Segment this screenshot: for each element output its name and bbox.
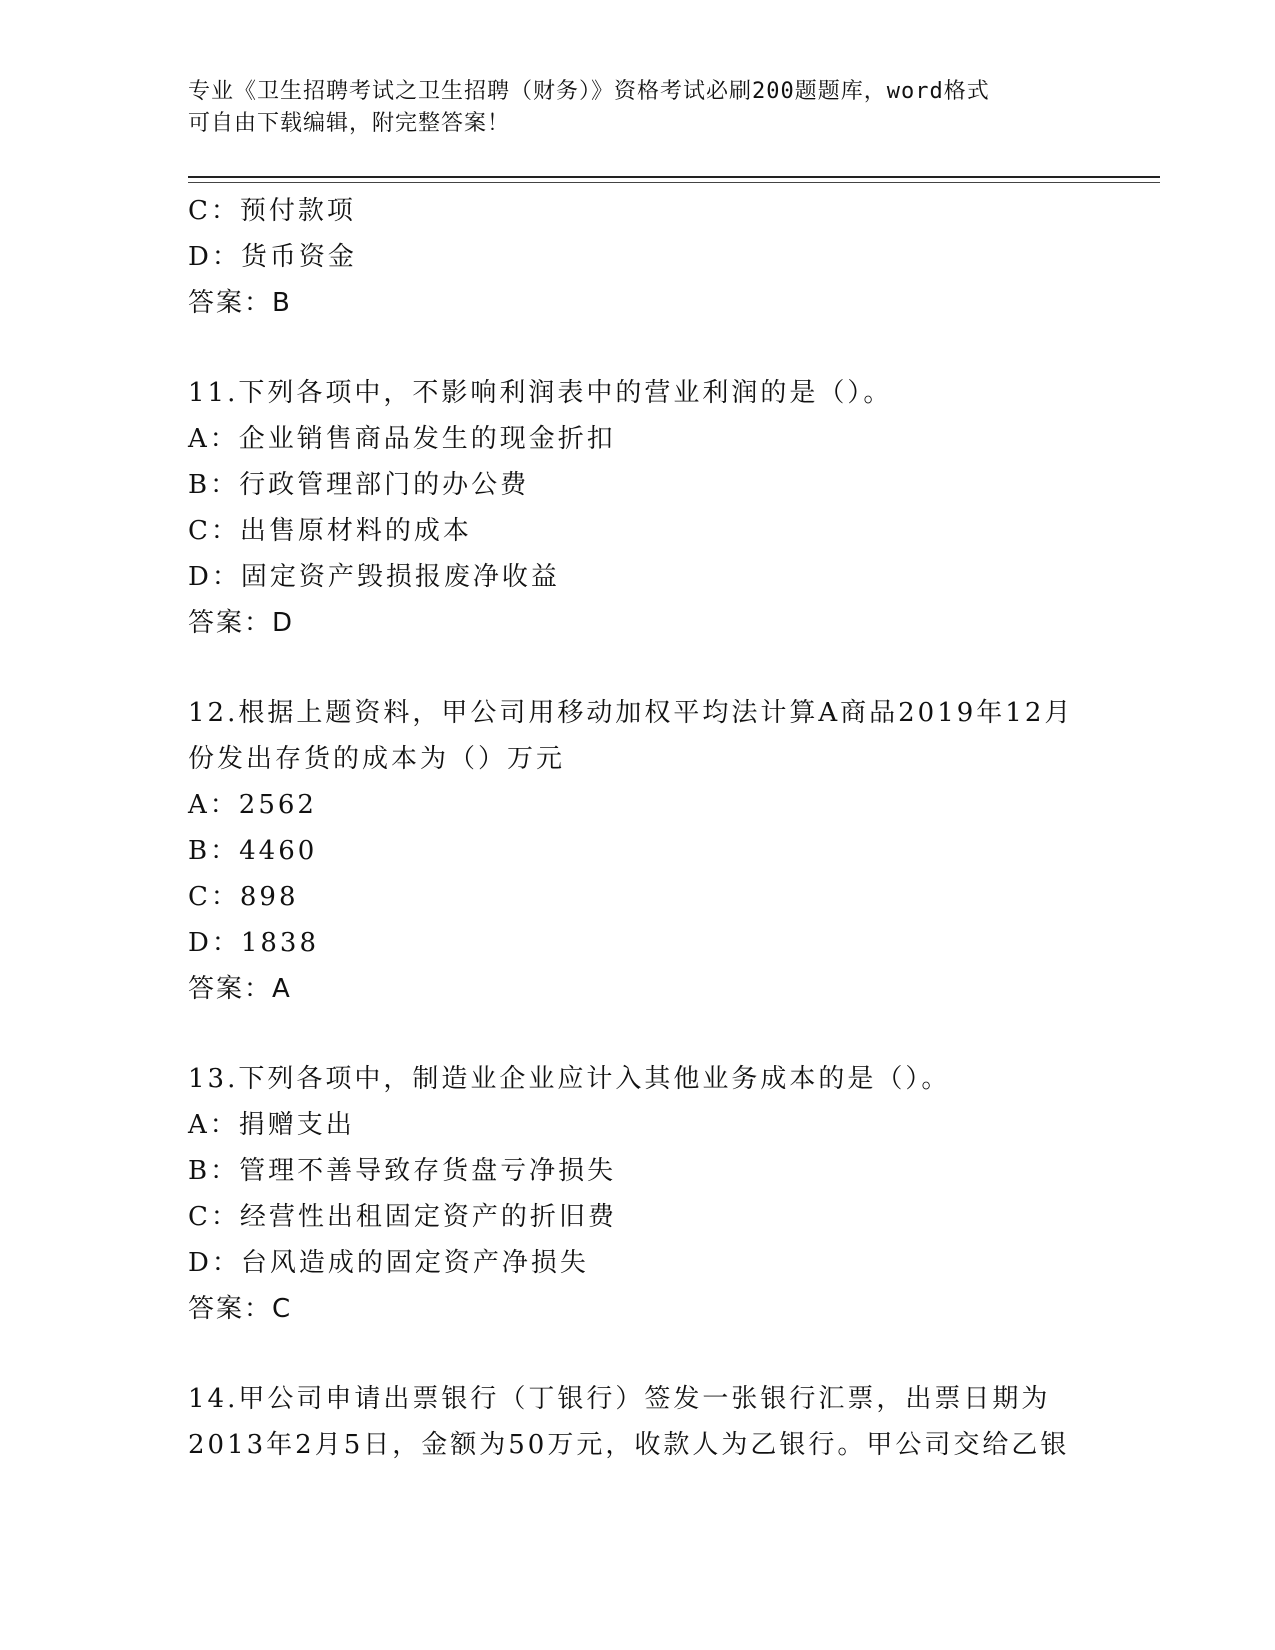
option-c: C：898 — [188, 882, 299, 912]
question-fragment — [188, 188, 1088, 326]
question-11 — [188, 370, 1088, 646]
header-rule-thin — [188, 182, 1160, 183]
answer-line: 答案：B — [188, 288, 292, 318]
question-stem: 13.下列各项中，制造业企业应计入其他业务成本的是（）。 — [188, 1064, 951, 1094]
question-12 — [188, 690, 1088, 1012]
option-b: B：行政管理部门的办公费 — [188, 470, 530, 500]
answer-line: 答案：A — [188, 974, 292, 1004]
question-13 — [188, 1056, 1088, 1332]
option-d: D：台风造成的固定资产净损失 — [188, 1248, 589, 1278]
header-line-2: 可自由下载编辑，附完整答案！ — [188, 111, 511, 136]
option-c: C：经营性出租固定资产的折旧费 — [188, 1202, 617, 1232]
question-stem: 12.根据上题资料，甲公司用移动加权平均法计算A商品2019年12月 — [188, 698, 1074, 728]
option-b: B：4460 — [188, 836, 318, 866]
option-a: A：2562 — [188, 790, 317, 820]
question-stem-continued: 2013年2月5日，金额为50万元，收款人为乙银行。甲公司交给乙银 — [188, 1430, 1070, 1460]
answer-line: 答案：C — [188, 1294, 293, 1324]
answer-line: 答案：D — [188, 608, 295, 638]
option-c: C：预付款项 — [188, 196, 356, 226]
question-list — [188, 188, 1088, 1468]
option-d: D：货币资金 — [188, 242, 357, 272]
option-a: A：企业销售商品发生的现金折扣 — [188, 424, 616, 454]
header-line-1: 专业《卫生招聘考试之卫生招聘（财务）》资格考试必刷200题题库，word格式 — [188, 79, 990, 104]
option-b: B：管理不善导致存货盘亏净损失 — [188, 1156, 617, 1186]
question-stem-continued: 份发出存货的成本为（）万元 — [188, 744, 566, 774]
question-stem: 11.下列各项中，不影响利润表中的营业利润的是（）。 — [188, 378, 893, 408]
header-rule-thick — [188, 176, 1160, 178]
document-header — [188, 76, 1088, 140]
option-d: D：固定资产毁损报废净收益 — [188, 562, 560, 592]
option-a: A：捐赠支出 — [188, 1110, 355, 1140]
question-14 — [188, 1376, 1088, 1468]
option-c: C：出售原材料的成本 — [188, 516, 472, 546]
question-stem: 14.甲公司申请出票银行（丁银行）签发一张银行汇票，出票日期为 — [188, 1384, 1051, 1414]
option-d: D：1838 — [188, 928, 320, 958]
